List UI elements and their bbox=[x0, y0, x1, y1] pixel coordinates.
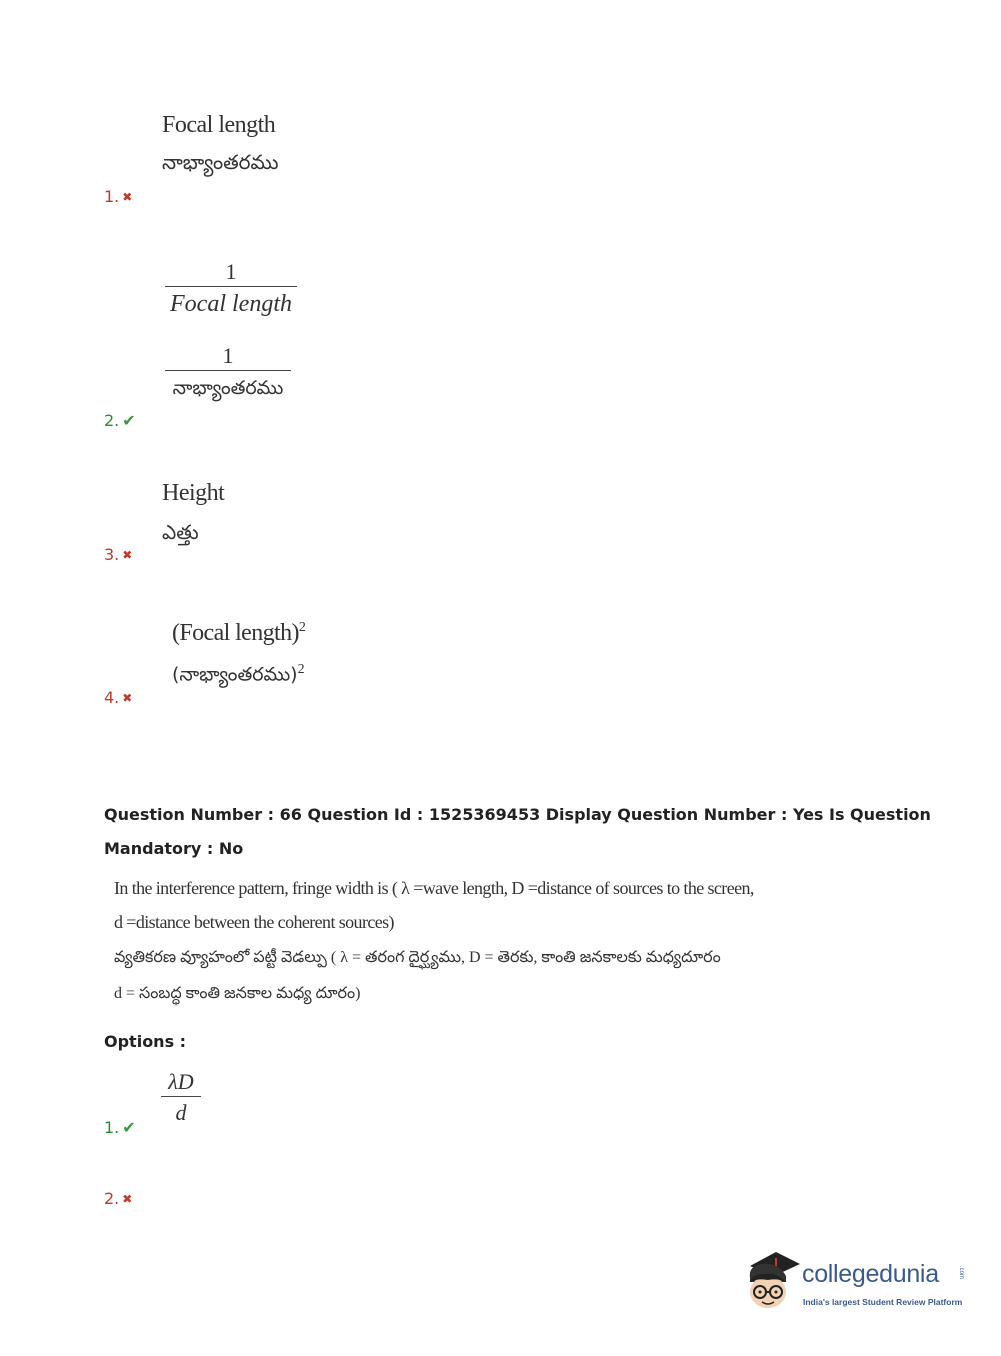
q66-option-1-marker bbox=[104, 1118, 136, 1137]
option-number: 2. bbox=[104, 1189, 120, 1208]
option-1-telugu: నాభ్యాంతరము bbox=[162, 150, 279, 174]
option-number: 1. bbox=[104, 187, 120, 206]
option-3-marker bbox=[104, 545, 132, 564]
fraction-denominator: Focal length bbox=[170, 291, 292, 317]
q66-option-2-marker bbox=[104, 1189, 132, 1208]
brand-tagline: India's largest Student Review Platform bbox=[803, 1297, 963, 1307]
fraction-numerator: 1 bbox=[222, 343, 234, 368]
option-4-telugu bbox=[172, 662, 305, 690]
option-4-english-base: (Focal length) bbox=[172, 620, 299, 646]
brand-name: collegedunia bbox=[802, 1260, 939, 1288]
cross-icon: ✖ bbox=[122, 547, 133, 562]
question-text-te-2: d = సంబద్ధ కాంతి జనకాల మధ్య దూరం) bbox=[114, 985, 361, 1002]
option-4-exponent: 2 bbox=[298, 620, 306, 635]
option-3-english: Height bbox=[162, 480, 225, 506]
option-1-marker bbox=[104, 187, 132, 206]
fraction-denominator: d bbox=[175, 1100, 187, 1125]
question-text-en-1: In the interference pattern, fringe width is ( λ =wave length, D =distance of sources to the screen, bbox=[114, 878, 754, 898]
fraction-numerator: 1 bbox=[225, 259, 237, 284]
q66-option-1-fraction bbox=[161, 1068, 201, 1129]
question-text-en-2: d =distance between the coherent sources) bbox=[114, 912, 394, 932]
check-icon: ✔ bbox=[122, 1118, 136, 1137]
fraction-denominator: నాభ్యాంతరము bbox=[172, 377, 284, 399]
option-number: 2. bbox=[104, 411, 120, 430]
option-4-marker bbox=[104, 688, 132, 707]
collegedunia-logo bbox=[742, 1248, 972, 1318]
option-2-marker bbox=[104, 411, 136, 430]
question-header-line-1: Question Number : 66 Question Id : 1525369453 Display Question Number : Yes Is Question bbox=[104, 805, 931, 824]
option-number: 3. bbox=[104, 545, 120, 564]
student-mascot-icon bbox=[742, 1248, 802, 1318]
option-2-fraction-english bbox=[165, 258, 297, 321]
fraction-numerator: λD bbox=[168, 1069, 194, 1094]
option-1-english: Focal length bbox=[162, 112, 276, 138]
cross-icon: ✖ bbox=[122, 690, 133, 705]
option-4-telugu-exponent: 2 bbox=[297, 662, 305, 677]
options-label: Options : bbox=[104, 1032, 187, 1051]
option-number: 4. bbox=[104, 688, 120, 707]
option-2-fraction-telugu bbox=[165, 342, 291, 405]
option-4-english bbox=[172, 620, 305, 647]
question-header-line-2: Mandatory : No bbox=[104, 839, 244, 858]
option-number: 1. bbox=[104, 1118, 120, 1137]
check-icon: ✔ bbox=[122, 411, 136, 430]
cross-icon: ✖ bbox=[122, 189, 133, 204]
option-3-telugu: ఎత్తు bbox=[162, 520, 199, 544]
option-4-telugu-base: (నాభ్యాంతరము) bbox=[172, 663, 298, 686]
brand-suffix: .com bbox=[958, 1266, 964, 1280]
cross-icon: ✖ bbox=[122, 1191, 133, 1206]
question-text-te-1: వ్యతికరణ వ్యూహంలో పట్టీ వెడల్పు ( λ = తరంగ దైర్ఘ్యము, D = తెరకు, కాంతి జనకాలకు మధ్యదూరం bbox=[114, 949, 721, 966]
